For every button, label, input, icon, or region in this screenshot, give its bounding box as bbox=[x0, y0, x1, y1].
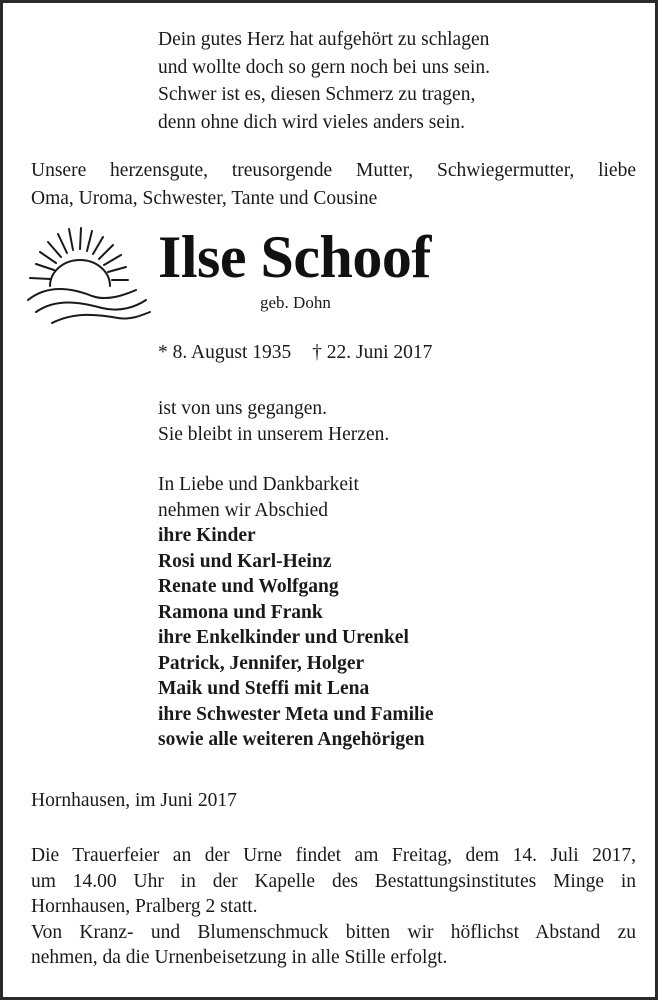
mourner-line: sowie alle weiteren Angehörigen bbox=[158, 729, 425, 750]
mourner-line: ihre Schwester Meta und Familie bbox=[158, 703, 434, 725]
funeral-line: um 14.00 Uhr in der Kapelle des Bestattungsinstitutes Minge in bbox=[31, 870, 636, 892]
funeral-line: Hornhausen, Pralberg 2 statt. bbox=[31, 896, 258, 917]
birth-name: geb. Dohn bbox=[260, 293, 331, 312]
passing-line: Sie bleibt in unserem Herzen. bbox=[158, 423, 390, 445]
funeral-line: Die Trauerfeier an der Urne findet am Freitag, dem 14. Juli 2017, bbox=[31, 845, 636, 866]
mourner-line: Patrick, Jennifer, Holger bbox=[158, 652, 365, 674]
funeral-line: nehmen, da die Urnenbeisetzung in alle Stille erfolgt. bbox=[31, 947, 448, 968]
mourner-line: ihre Kinder bbox=[158, 525, 256, 546]
poem-line: denn ohne dich wird vieles anders sein. bbox=[158, 111, 466, 133]
place-date: Hornhausen, im Juni 2017 bbox=[31, 790, 237, 811]
poem-line: Dein gutes Herz hat aufgehört zu schlagen bbox=[158, 29, 490, 50]
mourner-line: Ramona und Frank bbox=[158, 601, 323, 623]
intro-text bbox=[31, 157, 636, 212]
mourner-line: Maik und Steffi mit Lena bbox=[158, 678, 370, 699]
mourner-line: Renate und Wolfgang bbox=[158, 576, 339, 597]
funeral-line: Von Kranz- und Blumenschmuck bitten wir höflichst Abstand zu bbox=[31, 921, 636, 943]
mourner-line: ihre Enkelkinder und Urenkel bbox=[158, 627, 409, 648]
intro-line: Unsere herzensgute, treusorgende Mutter, Schwiegermutter, liebe bbox=[31, 160, 636, 181]
poem-line: Schwer ist es, diesen Schmerz zu tragen, bbox=[158, 84, 476, 105]
mourners-intro-line: nehmen wir Abschied bbox=[158, 499, 329, 521]
memorial-poem bbox=[158, 26, 490, 136]
passing-text bbox=[158, 396, 389, 447]
mourners-list bbox=[158, 472, 434, 753]
mourner-line: Rosi und Karl-Heinz bbox=[158, 550, 332, 572]
poem-line: und wollte doch so gern noch bei uns sein. bbox=[158, 56, 490, 78]
birth-date: * 8. August 1935 bbox=[158, 342, 292, 363]
funeral-notice bbox=[31, 843, 636, 971]
sunset-over-hills-icon bbox=[26, 226, 154, 326]
life-dates bbox=[158, 339, 432, 366]
intro-line: Oma, Uroma, Schwester, Tante und Cousine bbox=[31, 187, 378, 209]
deceased-name: Ilse Schoof bbox=[158, 224, 431, 290]
death-date: † 22. Juni 2017 bbox=[312, 342, 433, 363]
passing-line: ist von uns gegangen. bbox=[158, 398, 327, 419]
mourners-intro-line: In Liebe und Dankbarkeit bbox=[158, 474, 359, 495]
